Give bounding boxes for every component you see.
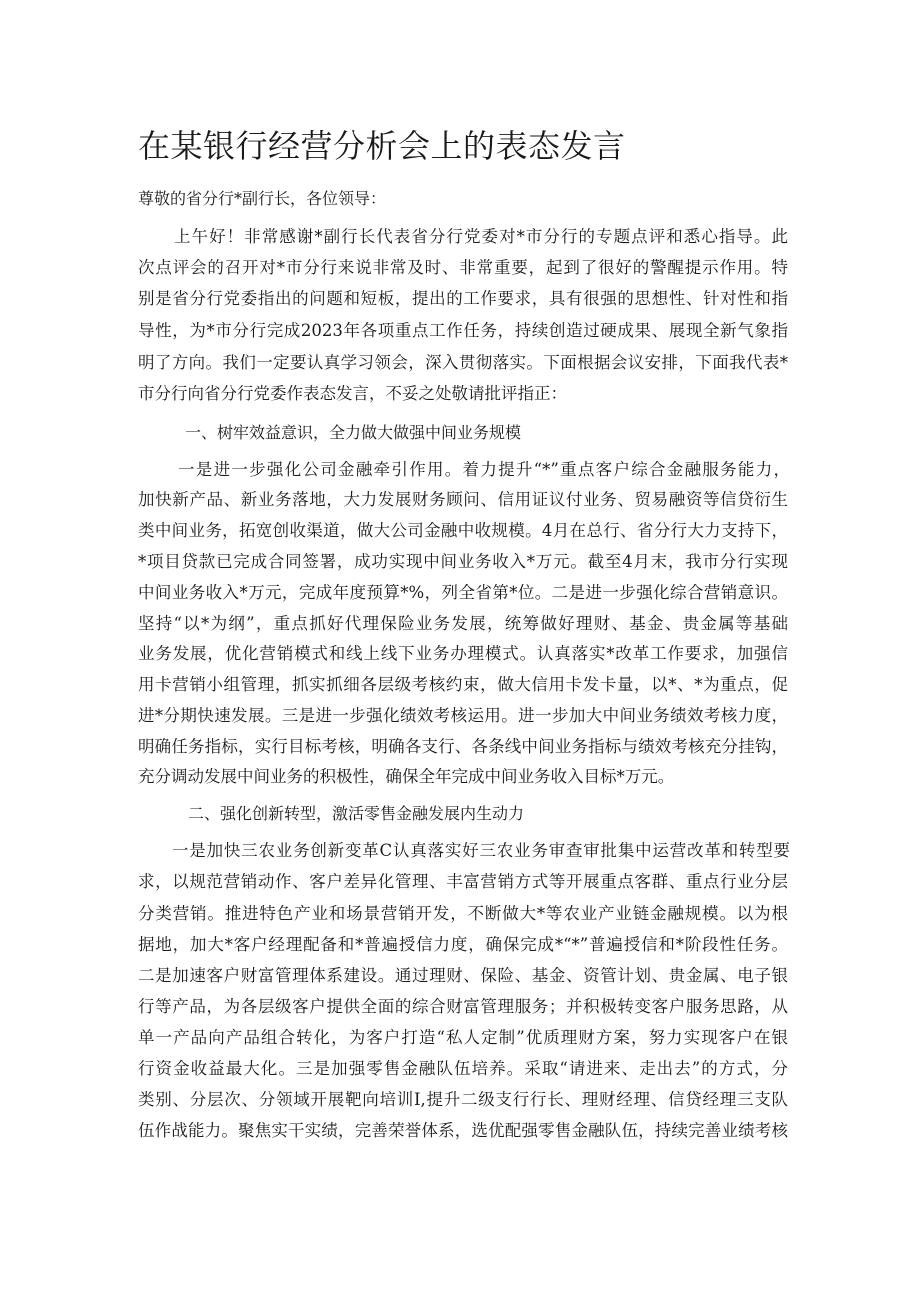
section-heading-1: 一、树牢效益意识，全力做大做强中间业务规模 [185, 423, 522, 442]
section2-line: 一是加快三农业务创新变革C认真落实好三农业务审查审批集中运营改革和转型要 [172, 841, 790, 860]
intro-line: 导性，为*市分行完成2023年各项重点工作任务，持续创造过硬成果、展现全新气象指 [138, 321, 788, 340]
section2-line: 据地，加大*客户经理配备和*普遍授信力度，确保完成*“*”普遍授信和*阶段性任务。 [138, 935, 788, 954]
section1-line: 加快新产品、新业务落地，大力发展财务顾问、信用证议付业务、贸易融资等信贷衍生 [138, 490, 788, 509]
section2-line: 二是加速客户财富管理体系建设。通过理财、保险、基金、资管计划、贵金属、电子银 [138, 966, 788, 985]
intro-line: 上午好！非常感谢*副行长代表省分行党委对*市分行的专题点评和悉心指导。此 [174, 227, 788, 246]
section2-line: 单一产品向产品组合转化，为客户打造“私人定制”优质理财方案，努力实现客户在银 [138, 1028, 788, 1047]
section-heading-2: 二、强化创新转型，激活零售金融发展内生动力 [188, 804, 525, 823]
section1-line: 用卡营销小组管理，抓实抓细各层级考核约束，做大信用卡发卡量，以*、*为重点，促 [138, 675, 788, 694]
section2-line: 行等产品，为各层级客户提供全面的综合财富管理服务；并积极转变客户服务思路，从 [138, 997, 788, 1016]
section1-line: 进*分期快速发展。三是进一步强化绩效考核运用。进一步加大中间业务绩效考核力度， [138, 706, 788, 725]
intro-line: 市分行向省分行党委作表态发言，不妥之处敬请批评指正： [138, 384, 567, 403]
intro-line: 次点评会的召开对*市分行来说非常及时、非常重要，起到了很好的警醒提示作用。特 [138, 258, 788, 277]
section1-line: 业务发展，优化营销模式和线上线下业务办理模式。认真落实*改革工作要求，加强信 [138, 644, 788, 663]
section2-line: 行资金收益最大化。三是加强零售金融队伍培养。采取“请进来、走出去”的方式，分 [138, 1059, 788, 1078]
section1-line: 一是进一步强化公司金融牵引作用。着力提升“*”重点客户综合金融服务能力， [178, 460, 790, 479]
section1-line: 类中间业务，拓宽创收渠道，做大公司金融中收规模。4月在总行、省分行大力支持下， [138, 521, 788, 540]
salutation: 尊敬的省分行*副行长，各位领导： [138, 189, 387, 208]
intro-line: 明了方向。我们一定要认真学习领会，深入贯彻落实。下面根据会议安排，下面我代表* [138, 353, 788, 372]
section2-line: 伍作战能力。聚焦实干实绩，完善荣誉体系，选优配强零售金融队伍，持续完善业绩考核 [138, 1121, 788, 1140]
section1-line: 充分调动发展中间业务的积极性，确保全年完成中间业务收入目标*万元。 [138, 767, 675, 786]
document-title: 在某银行经营分析会上的表态发言 [138, 127, 626, 165]
section2-line: 类别、分层次、分领域开展靶向培训I,提升二级支行行长、理财经理、信贷经理三支队 [138, 1090, 788, 1109]
section1-line: *项目贷款已完成合同签署，成功实现中间业务收入*万元。截至4月末，我市分行实现 [138, 552, 788, 571]
section1-line: 明确任务指标，实行目标考核，明确各支行、各条线中间业务指标与绩效考核充分挂钩， [138, 737, 788, 756]
section1-line: 中间业务收入*万元，完成年度预算*%，列全省第*位。二是进一步强化综合营销意识。 [138, 583, 788, 602]
intro-line: 别是省分行党委指出的问题和短板，提出的工作要求，具有很强的思想性、针对性和指 [138, 289, 788, 308]
section1-line: 坚持“以*为纲”，重点抓好代理保险业务发展，统筹做好理财、基金、贵金属等基础 [138, 614, 788, 633]
section2-line: 求，以规范营销动作、客户差异化管理、丰富营销方式等开展重点客群、重点行业分层 [138, 872, 788, 891]
section2-line: 分类营销。推进特色产业和场景营销开发，不断做大*等农业产业链金融规模。以为根 [138, 904, 788, 923]
